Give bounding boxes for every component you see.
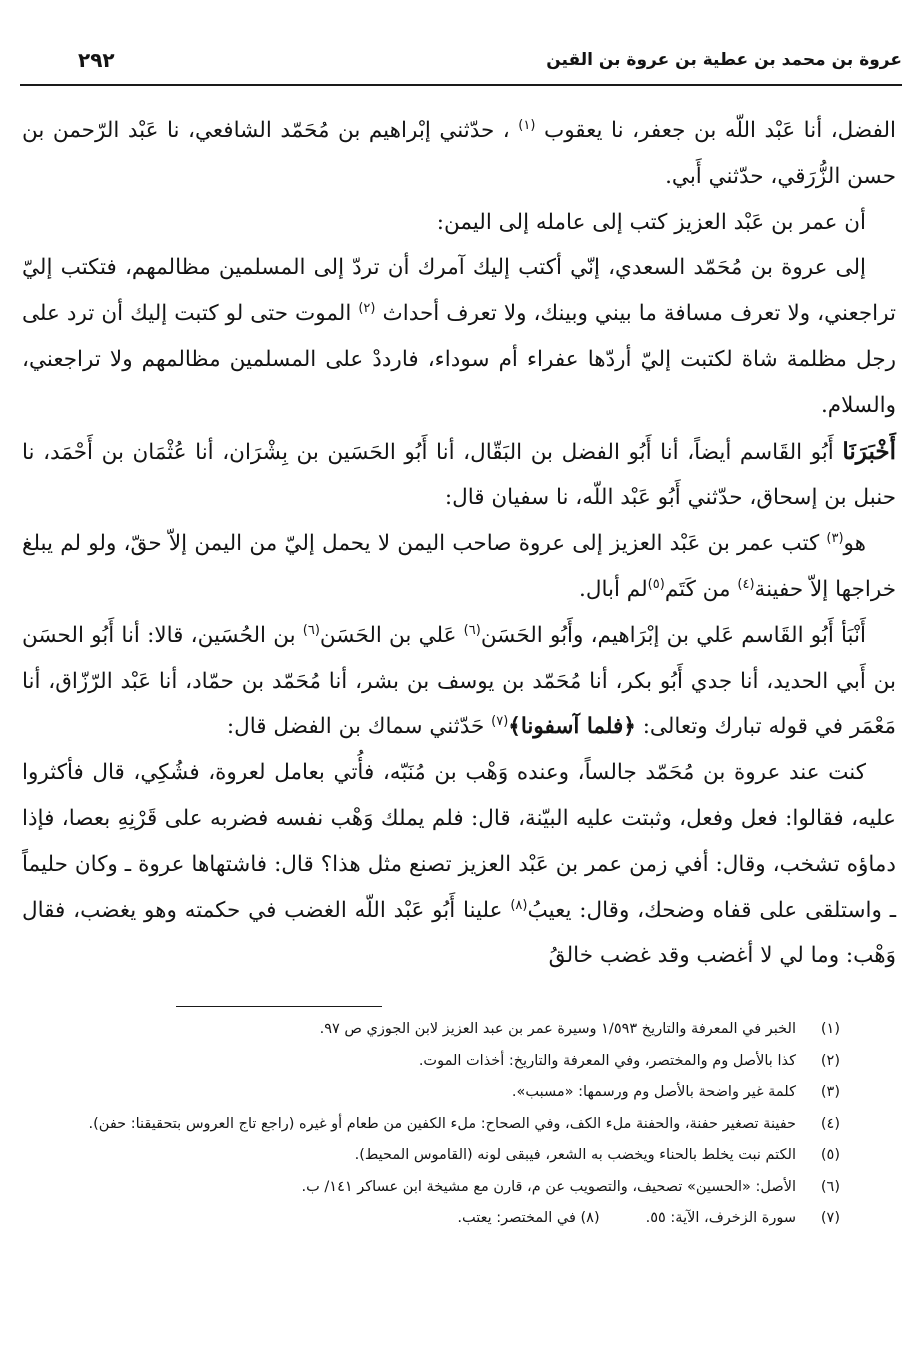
- text-segment: كتب عمر بن عَبْد العزيز إلى عروة صاحب اليمن لا يحمل إليّ من اليمن إلاّ حقّ، ولو لم يبلغ خراجها إلاّ حفينة: [22, 531, 896, 602]
- paragraph-5: [22, 521, 896, 613]
- footnote-text: حفينة تصغير حفنة، والحفنة ملء الكف، وفي الصحاح: ملء الكفين من طعام أو غيره (راجع تاج العروس بتحقيقنا: حفن).: [88, 1115, 796, 1132]
- paragraph-4: [22, 429, 896, 522]
- paragraph-2: [22, 200, 896, 246]
- running-header: [20, 44, 902, 86]
- footnotes: [22, 1014, 840, 1235]
- paragraph-1: [22, 108, 896, 200]
- rubric-word: أَخْبَرَنَا: [842, 437, 896, 465]
- footnote-text: الكتم نبت يخلط بالحناء ويخضب به الشعر، فيبقى لونه (القاموس المحيط).: [354, 1147, 796, 1163]
- footnote-2: [22, 1046, 840, 1078]
- text-segment: أَنْبَأ أَبُو القَاسم عَلي بن إبْرَاهيم، وأَبُو الحَسَن: [480, 622, 866, 648]
- footnote-row-7-8: [22, 1203, 840, 1235]
- footnote-ref: (٧): [491, 714, 509, 730]
- footnote-ref: (٣): [826, 531, 844, 547]
- footnote-text: كلمة غير واضحة بالأصل وم ورسمها: «مسبب».: [511, 1084, 796, 1100]
- footnote-text: الأصل: «الحسين» تصحيف، والتصويب عن م، قارن مع مشيخة ابن عساكر ١٤١/ ب.: [301, 1178, 796, 1195]
- footnote-text: في المختصر: يعتب.: [457, 1210, 576, 1226]
- text-segment: عَلي بن الحَسَن: [319, 622, 457, 648]
- footnote-number: (٤): [820, 1115, 840, 1132]
- footnote-number: (١): [820, 1021, 840, 1037]
- quran-quote: ﴿فلما آسفونا﴾: [508, 714, 636, 740]
- text-segment: من كَتَم: [664, 576, 731, 602]
- text-segment: علينا أَبُو عَبْد اللّه الغضب في حكمته وهو يغضب، فقال وَهْب: وما لي لا أغضب وقد غضب خالقُ: [22, 897, 896, 969]
- paragraph-7: [22, 750, 896, 979]
- footnote-ref: (٦): [463, 622, 481, 638]
- footnote-number: (٦): [820, 1178, 840, 1195]
- text-segment: هو: [843, 531, 866, 557]
- footnote-6: [22, 1172, 840, 1204]
- text-segment: الفضل، أنا عَبْد اللّه بن جعفر، نا يعقوب: [543, 118, 896, 143]
- footnote-separator: [176, 1006, 382, 1007]
- text-segment: كنت عند عروة بن مُحَمّد جالساً، وعنده وَهْب بن مُنَبّه، فأُتي بعامل لعروة، فشُكِي، قال فأكثروا عليه، فقالوا: فعل وفعل، وثبتت عليه البيّنة، قال: فلم يملك وَهْب نفسه فضربه على قَرْنِهِ بعصا، فإذا دماؤه تشخب، وقال: أفي زمن عمر بن عَبْد العزيز تصنع مثل هذا؟ قال: فاشتهاها عروة ـ وكان حليماً ـ واستلقى على قفاه وضحك، وقال: يعيبُ: [22, 760, 896, 923]
- footnote-5: [22, 1140, 840, 1172]
- running-title: عروة بن محمد بن عطية بن عروة بن القين: [546, 50, 902, 70]
- footnote-text: كذا بالأصل وم والمختصر، وفي المعرفة والتاريخ: أخذات الموت.: [418, 1052, 796, 1069]
- footnote-number: (٥): [820, 1147, 840, 1163]
- paragraph-6: [22, 613, 896, 750]
- text-segment: ، حدّثني إبْراهيم بن مُحَمّد الشافعي، نا عَبْد الرّحمن بن حسن الزُّرَقي، حدّثني أَبي.: [22, 118, 896, 189]
- footnote-ref: (٦): [302, 622, 320, 638]
- text-segment: إلى عروة بن مُحَمّد السعدي، إنّي أكتب إليك آمرك أن تردّ إلى المسلمين مظالمهم، فتكتب إليّ تراجعني، ولا تعرف مسافة ما بيني وبينك، ولا تعرف أحداث: [22, 255, 896, 327]
- text-segment: الموت حتى لو كتبت إليك أن ترد على رجل مظلمة شاة لكتبت إليّ أردّها عفراء أم سوداء، فارددْ على المسلمين مظالمهم ولا تراجعني، والسلام.: [22, 301, 896, 418]
- footnote-3: [22, 1077, 840, 1109]
- footnote-4: [22, 1109, 840, 1141]
- footnote-ref: (٨): [510, 897, 528, 913]
- main-text: [22, 108, 896, 979]
- text-segment: لم أبال.: [579, 576, 648, 602]
- footnote-number: (٣): [820, 1084, 840, 1100]
- text-segment: حَدّثني سماك بن الفضل قال:: [226, 714, 485, 740]
- footnote-1: [22, 1014, 840, 1046]
- page-number: ٢٩٢: [78, 48, 115, 72]
- footnote-ref: (٢): [358, 301, 376, 317]
- text-segment: بن الحُسَين، قالا: أنا أَبُو الحسَن بن أَبي الحديد، أنا جدي أَبُو بكر، أنا مُحَمّد بن يوسف بن بشر، أنا مُحَمّد بن حمّاد، أنا عَبْد الرّزّاق، أنا مَعْمَر في قوله تبارك وتعالى:: [22, 622, 896, 740]
- footnote-number: (٢): [820, 1052, 840, 1069]
- text-segment: أَبُو القَاسم أيضاً، أنا أَبُو الفضل بن البَقّال، أنا أَبُو الحَسَين بن بِشْرَان، أنا عُثْمَان بن أَحْمَد، نا حنبل بن إسحاق، حدّثني أَبُو عَبْد اللّه، نا سفيان قال:: [22, 439, 896, 511]
- footnote-text: الخبر في المعرفة والتاريخ ١/٥٩٣ وسيرة عمر بن عبد العزيز لابن الجوزي ص ٩٧.: [319, 1021, 796, 1037]
- footnote-number: (٧): [820, 1210, 840, 1226]
- text-segment: أن عمر بن عَبْد العزيز كتب إلى عامله إلى اليمن:: [436, 209, 866, 235]
- footnote-ref: (٥): [647, 576, 665, 592]
- footnote-ref: (٤): [737, 576, 755, 592]
- footnote-text: سورة الزخرف، الآية: ٥٥.: [645, 1210, 796, 1226]
- paragraph-3: [22, 245, 896, 428]
- footnote-number: (٨): [580, 1210, 600, 1226]
- footnote-ref: (١): [518, 117, 536, 133]
